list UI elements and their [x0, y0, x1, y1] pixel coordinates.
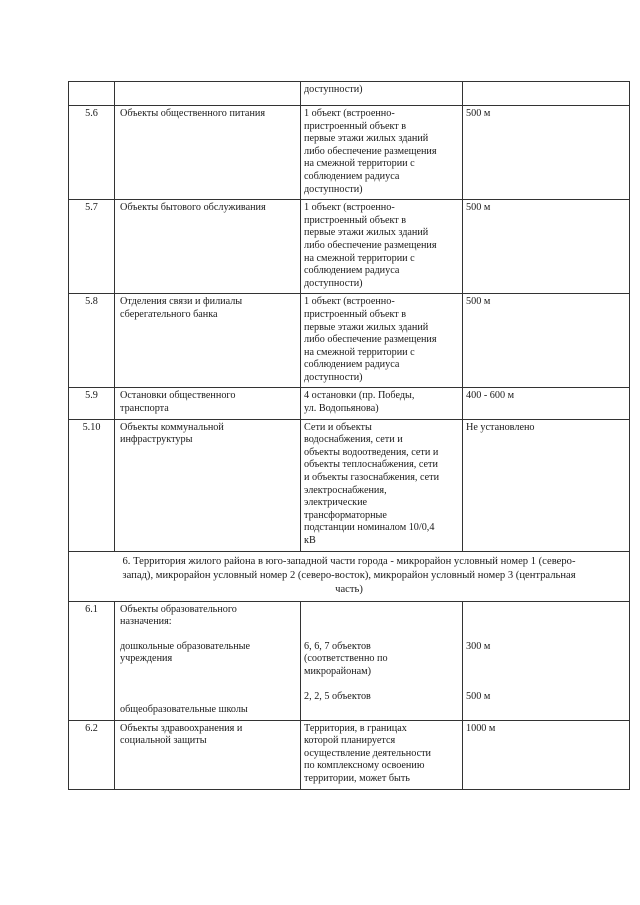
object-name: Объекты бытового обслуживания — [115, 200, 301, 294]
spacer — [304, 678, 459, 691]
row-number: 5.6 — [69, 106, 115, 200]
spacer — [466, 604, 626, 641]
spacer — [466, 653, 626, 691]
preschool-distance: 300 м — [466, 640, 491, 652]
row-number: 6.1 — [69, 601, 115, 720]
object-name — [115, 82, 301, 106]
object-description: Сети и объекты водоснабжения, сети и объекты водоотведения, сети и объекты теплоснабжения, сети и объекты газоснабжения, сети электроснабжения, электрические трансформаторные подстанции номиналом 10/0,4 кВ — [301, 419, 463, 551]
accessibility-distance — [463, 601, 630, 720]
object-description: 1 объект (встроенно- пристроенный объект в первые этажи жилых зданий либо обеспечение размещения на смежной территории с соблюдением радиуса доступности) — [301, 200, 463, 294]
row-number: 5.8 — [69, 294, 115, 388]
object-description — [301, 601, 463, 720]
section-header-row — [69, 551, 630, 601]
object-name: Остановки общественного транспорта — [115, 388, 301, 419]
object-description: 1 объект (встроенно- пристроенный объект в первые этажи жилых зданий либо обеспечение размещения на смежной территории с соблюдением радиуса доступности) — [301, 294, 463, 388]
table-row — [69, 388, 630, 419]
spacer — [120, 666, 297, 704]
object-subtype-preschool: дошкольные образовательные учреждения — [120, 640, 251, 665]
preschool-count: 6, 6, 7 объектов (соответственно по микрорайонам) — [304, 640, 388, 677]
row-number: 5.10 — [69, 419, 115, 551]
table-row — [69, 601, 630, 720]
row-number: 5.9 — [69, 388, 115, 419]
object-description: Территория, в границах которой планируется осуществление деятельности по комплексному освоению территории, может быть — [301, 720, 463, 789]
table-row — [69, 294, 630, 388]
object-subtype-schools: общеобразовательные школы — [120, 703, 248, 715]
object-description: 1 объект (встроенно- пристроенный объект в первые этажи жилых зданий либо обеспечение размещения на смежной территории с соблюдением радиуса доступности) — [301, 106, 463, 200]
accessibility-distance: Не установлено — [463, 419, 630, 551]
spacer — [304, 604, 459, 641]
object-name: Объекты здравоохранения и социальной защиты — [115, 720, 301, 789]
object-name — [115, 601, 301, 720]
section-6-heading: 6. Территория жилого района в юго-западной части города - микрорайон условный номер 1 (северо- запад), микрорайон условный номер 2 (северо-восток), микрорайон условный номер 3 (центральная часть) — [69, 551, 630, 601]
spacer — [120, 629, 297, 641]
table-row — [69, 82, 630, 106]
row-number: 6.2 — [69, 720, 115, 789]
object-description: 4 остановки (пр. Победы, ул. Водопьянова) — [301, 388, 463, 419]
row-number: 5.7 — [69, 200, 115, 294]
accessibility-distance — [463, 82, 630, 106]
object-name: Отделения связи и филиалы сберегательного банка — [115, 294, 301, 388]
table-row — [69, 419, 630, 551]
table-row — [69, 106, 630, 200]
accessibility-distance: 1000 м — [463, 720, 630, 789]
school-distance: 500 м — [466, 691, 491, 703]
school-count: 2, 2, 5 объектов — [304, 691, 371, 703]
object-name: Объекты коммунальной инфраструктуры — [115, 419, 301, 551]
table-row — [69, 720, 630, 789]
object-category-title: Объекты образовательного назначения: — [120, 603, 237, 628]
accessibility-distance: 400 - 600 м — [463, 388, 630, 419]
object-name: Объекты общественного питания — [115, 106, 301, 200]
row-number — [69, 82, 115, 106]
accessibility-distance: 500 м — [463, 106, 630, 200]
table-row — [69, 200, 630, 294]
accessibility-distance: 500 м — [463, 200, 630, 294]
norms-table — [68, 81, 630, 790]
object-description: доступности) — [301, 82, 463, 106]
accessibility-distance: 500 м — [463, 294, 630, 388]
